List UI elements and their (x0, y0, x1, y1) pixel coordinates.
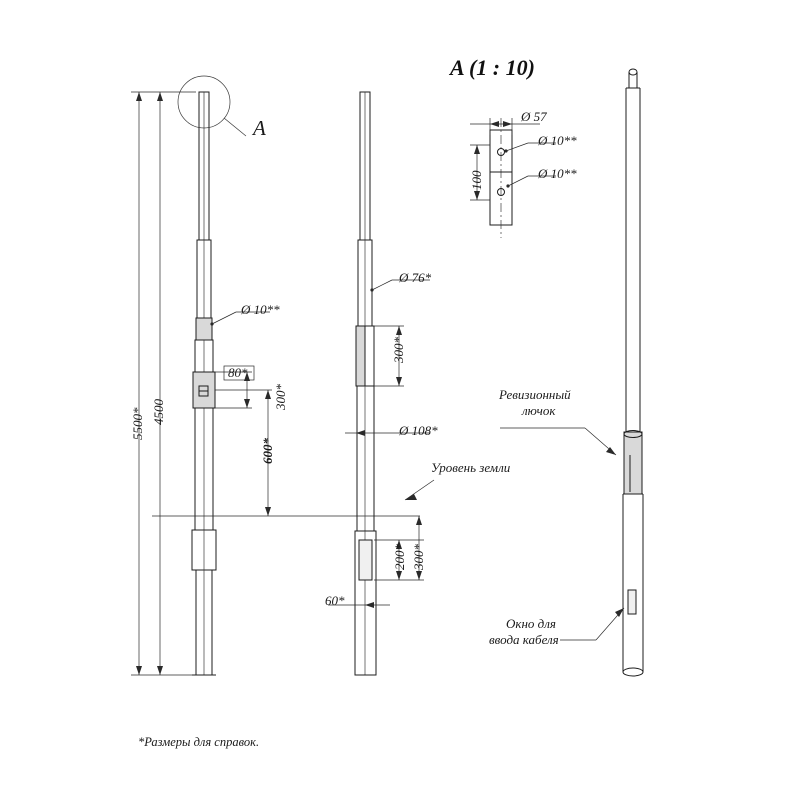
footnote: *Размеры для справок. (138, 735, 260, 749)
dim-300-left: 300* (273, 384, 288, 410)
dim-diameter-57: Ø 57 (521, 109, 547, 124)
label-cable-line2: ввода кабеля (489, 632, 559, 647)
label-ground-level: Уровень земли (431, 460, 511, 475)
label-hatch-line1: Ревизионный (499, 387, 571, 402)
dim-4500: 4500 (151, 399, 166, 425)
dim-diameter-10-upper: Ø 10** (538, 133, 577, 148)
dim-80: 80* (228, 365, 248, 380)
dim-5500: 5500* (130, 407, 145, 440)
dim-60: 60* (325, 593, 345, 608)
dim-100: 100 (469, 170, 484, 190)
callout-letter-a: A (253, 116, 266, 140)
dim-diameter-10-lower: Ø 10** (538, 166, 577, 181)
dim-diameter-10-main: Ø 10** (241, 302, 280, 317)
dim-diameter-76: Ø 76* (399, 270, 432, 285)
label-hatch-line2: лючок (522, 403, 556, 418)
dim-300-lower: 300* (411, 544, 426, 570)
dim-300-mid: 300* (391, 337, 406, 363)
dim-600: 600* (260, 438, 275, 464)
detail-view-title: A (1 : 10) (450, 55, 535, 80)
dim-200: 200* (392, 544, 407, 570)
label-cable-line1: Окно для (506, 616, 556, 631)
dim-diameter-108: Ø 108* (399, 423, 438, 438)
